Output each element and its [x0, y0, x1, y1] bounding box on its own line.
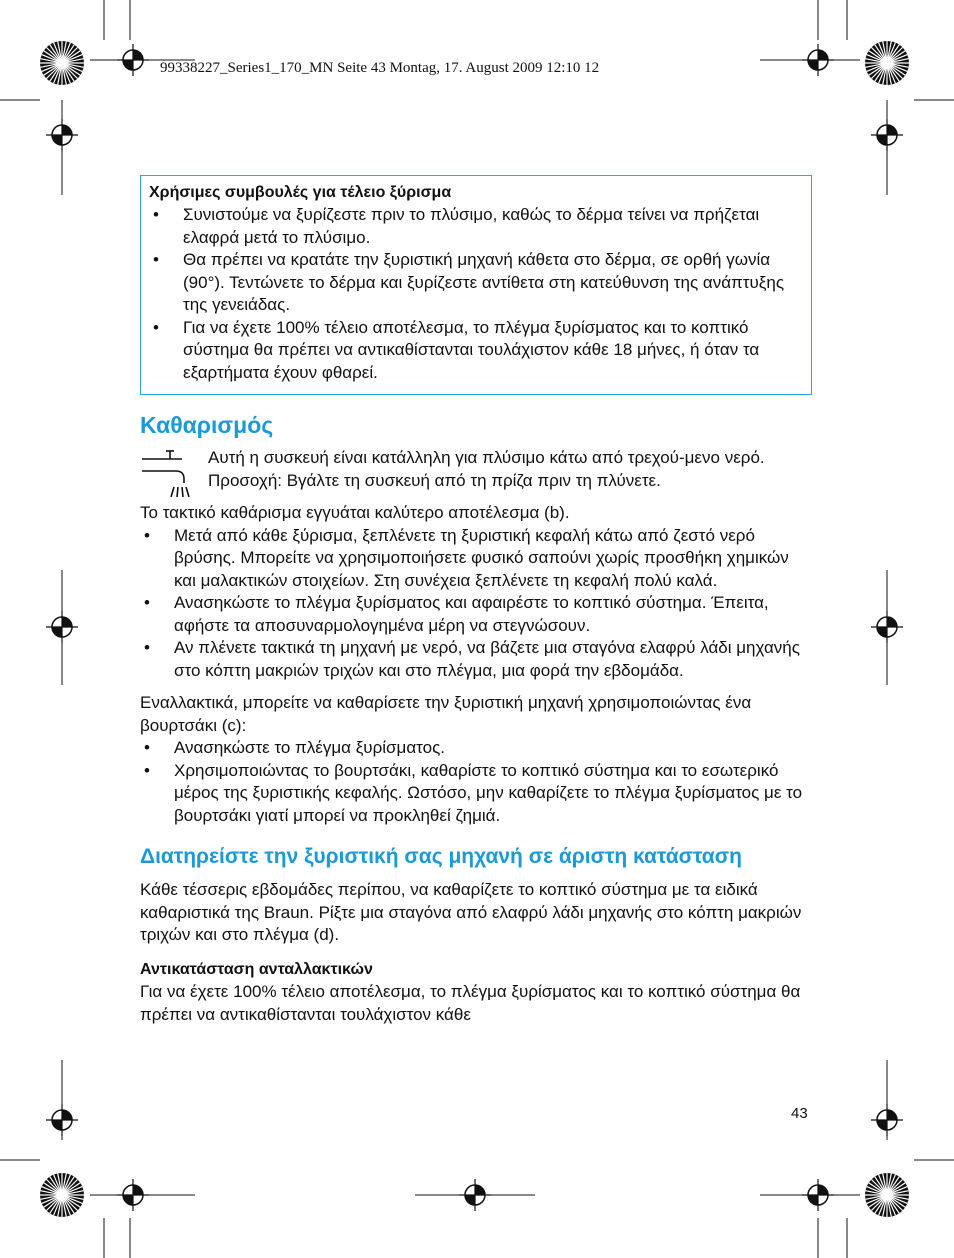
list-item: • Χρησιμοποιώντας το βουρτσάκι, καθαρίστε το κοπτικό σύστημα και το εσωτερικό μέρος της ξυριστικής κεφαλής. Ωστόσο, μην καθαρίζετε το πλέγμα ξυρίσματος με το βουρτσάκι γιατί μπορεί να προκληθεί ζημιά. [144, 760, 803, 825]
tap-text-2: Προσοχή: Βγάλτε τη συσκευή από τη πρίζα πριν τη πλύνετε. [208, 470, 661, 490]
color-wheel-icon [865, 41, 909, 85]
cleaning-heading: Καθαρισμός [140, 412, 274, 438]
tap-notice [140, 447, 812, 492]
maintenance-heading: Διατηρείστε την ξυριστική σας μηχανή σε άριστη κατάσταση [140, 845, 742, 868]
replacement-heading: Αντικατάσταση ανταλλακτικών [140, 960, 373, 978]
print-info-line: 99338227_Series1_170_MN Seite 43 Montag, 17. August 2009 12:10 12 [160, 60, 600, 76]
alt-list [140, 737, 812, 827]
tips-box [140, 175, 812, 395]
list-item: • Συνιστούμε να ξυρίζεστε πριν το πλύσιμο, καθώς το δέρμα τείνει να πρήζεται ελαφρά μετά το πλύσιμο. [153, 205, 760, 247]
list-item: • Ανασηκώστε το πλέγμα ξυρίσματος. [144, 738, 446, 757]
list-item: • Ανασηκώστε το πλέγμα ξυρίσματος και αφαιρέστε το κοπτικό σύστημα. Έπειτα, αφήστε τα αποσυναρμολογημένα μέρη να στεγνώσουν. [144, 593, 769, 635]
cleaning-list [140, 525, 812, 683]
water-tap-icon [140, 449, 190, 501]
maintenance-text: Κάθε τέσσερις εβδομάδες περίπου, να καθαρίζετε το κοπτικό σύστημα με τα ειδικά καθαριστικά της Braun. Ρίξτε μια σταγόνα από ελαφρύ λάδι μηχανής στο κόπτη μακριών τριχών και στο πλέγμα (d). [140, 880, 802, 944]
tips-list [149, 204, 801, 384]
tips-title: Χρήσιμες συμβουλές για τέλειο ξύρισμα [149, 184, 452, 201]
list-item: • Αν πλένετε τακτικά τη μηχανή με νερό, να βάζετε μια σταγόνα ελαφρύ λάδι μηχανής στο κόπτη μακριών τριχών και στο πλέγμα, μια φορά την εβδομάδα. [144, 638, 800, 680]
tap-text-1: Αυτή η συσκευή είναι κατάλληλη για πλύσιμο κάτω από τρεχού-μενο νερό. [208, 448, 765, 467]
color-wheel-icon [40, 1173, 84, 1217]
cleaning-intro: Το τακτικό καθάρισμα εγγυάται καλύτερο αποτέλεσμα (b). [140, 503, 570, 522]
alt-intro: Εναλλακτικά, μπορείτε να καθαρίσετε την ξυριστική μηχανή χρησιμοποιώντας ένα βουρτσάκι (c): [140, 693, 752, 735]
page-content [140, 175, 812, 1026]
list-item: • Για να έχετε 100% τέλειο αποτέλεσμα, το πλέγμα ξυρίσματος και το κοπτικό σύστημα θα πρέπει να αντικαθίστανται τουλάχιστον κάθε 18 μήνες, ή όταν τα εξαρτήματα έχουν φθαρεί. [153, 317, 760, 382]
color-wheel-icon [40, 41, 84, 85]
list-item: • Μετά από κάθε ξύρισμα, ξεπλένετε τη ξυριστική κεφαλή κάτω από ζεστό νερό βρύσης. Μπορείτε να χρησιμοποιήσετε φυσικό σαπούνι χωρίς προσθήκη χημικών και μαλακτικών στοιχείων. Στη συνέχεια ξεπλένετε τη κεφαλή πολύ καλά. [144, 525, 789, 590]
page-number: 43 [791, 1105, 808, 1122]
color-wheel-icon [865, 1173, 909, 1217]
replacement-text: Για να έχετε 100% τέλειο αποτέλεσμα, το πλέγμα ξυρίσματος και το κοπτικό σύστημα θα πρέπει να αντικαθίστανται τουλάχιστον κάθε [140, 982, 801, 1024]
list-item: • Θα πρέπει να κρατάτε την ξυριστική μηχανή κάθετα στο δέρμα, σε ορθή γωνία (90°). Τεντώνετε το δέρμα και ξυρίζεστε αντίθετα στη κατεύθυνση της ανάπτυξης της γενειάδας. [153, 250, 785, 314]
